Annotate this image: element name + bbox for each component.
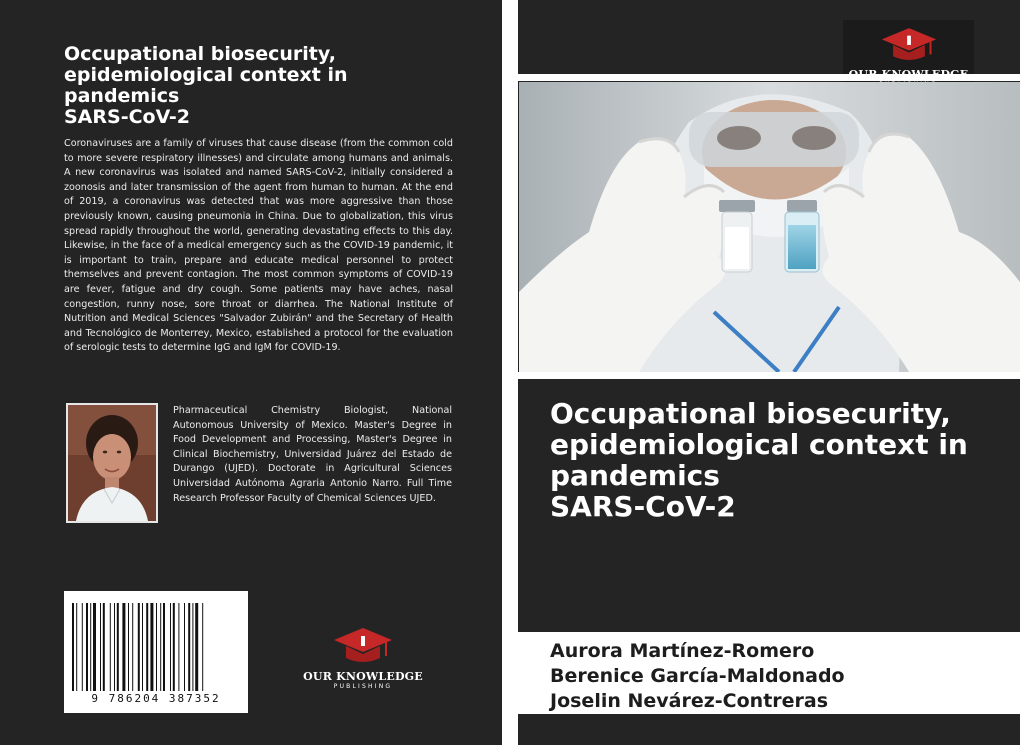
barcode-bar: [156, 603, 157, 691]
barcode-bar: [82, 603, 83, 691]
author-name: Aurora Martínez-Romero: [550, 640, 815, 662]
publisher-name: OUR KNOWLEDGE: [303, 670, 423, 683]
front-title-line: SARS-CoV-2: [550, 490, 736, 523]
barcode-bar: [170, 603, 171, 691]
barcode-bar: [103, 603, 105, 691]
barcode-bar: [173, 603, 175, 691]
barcode-bar: [188, 603, 190, 691]
isbn-digits: 9 786204 387352: [91, 692, 221, 705]
gloved-hands-holding-vials-icon: [519, 82, 1020, 372]
barcode-bar: [93, 603, 96, 691]
front-cover-title: [550, 398, 1010, 522]
barcode-icon: [72, 603, 240, 691]
barcode-bar: [163, 603, 165, 691]
publisher-logo-back: [300, 626, 426, 692]
barcode-bar: [90, 603, 91, 691]
barcode-bar: [100, 603, 101, 691]
back-title-line: pandemics: [64, 85, 180, 107]
barcode-bar: [138, 603, 140, 691]
publisher-tagline: PUBLISHING: [333, 683, 393, 690]
divider-strip: [518, 372, 1020, 379]
divider-strip: [518, 74, 1020, 81]
author-name: Joselin Nevárez-Contreras: [550, 690, 829, 712]
mortarboard-icon: [332, 626, 394, 666]
barcode-bar: [110, 603, 111, 691]
barcode-bar: [195, 603, 198, 691]
author-portrait: [66, 403, 158, 523]
barcode-bar: [178, 603, 179, 691]
mortarboard-icon: [880, 26, 938, 64]
front-title-line: epidemiological context in: [550, 428, 968, 461]
barcode-bar: [146, 603, 148, 691]
barcode-bar: [86, 603, 88, 691]
spine-gap: [502, 0, 518, 745]
author-name: Berenice García-Maldonado: [550, 665, 845, 687]
barcode-bar: [142, 603, 143, 691]
front-title-line: pandemics: [550, 459, 720, 492]
barcode-bar: [202, 603, 203, 691]
back-cover-title: [64, 44, 464, 128]
barcode-bar: [184, 603, 185, 691]
back-title-line: SARS-CoV-2: [64, 106, 191, 128]
back-title-line: epidemiological context in: [64, 64, 348, 86]
author-bio: Pharmaceutical Chemistry Biologist, National Autonomous University of Mexico. Master's Degree in Food Development and Processing, Master's Degree in Clinical Biochemistry, Universidad Juárez del Estado de Durango (UJED). Doctorate in Agricultural Sciences Universidad Autónoma Agraria Antonio Narro. Full Time Research Professor Faculty of Chemical Sciences UJED.: [173, 405, 452, 504]
front-title-line: Occupational biosecurity,: [550, 397, 951, 430]
barcode-bar: [122, 603, 125, 691]
back-cover-blurb: Coronaviruses are a family of viruses that cause disease (from the common cold to more severe respiratory illnesses) and circulate among humans and animals. A new coronavirus was isolated and named SARS-CoV-2, initially considered a zoonosis and later transmission of the agent from human to human. At the end of 2019, a coronavirus was detected that was more aggressive than those previously known, causing pneumonia in China. Due to globalization, this virus spread rapidly throughout the world, generating devastating effects to this day. Likewise, in the face of a medical emergency such as the COVID-19 pandemic, it is important to train, prepare and educate medical personnel to protect themselves and prevent contagion. The most common symptoms of COVID-19 are fever, fatigue and dry cough. Some patients may have aches, nasal congestion, runny nose, sore throat or diarrhea. The National Institute of Nutrition and Medical Sciences "Salvador Zubirán" and the Secretary of Health and Tecnológico de Monterrey, Mexico, established a protocol for the evaluation of serologic tests to determine IgG and IgM for COVID-19.: [64, 138, 453, 354]
barcode-bar: [132, 603, 133, 691]
barcode-bar: [76, 603, 77, 691]
barcode-bar: [114, 603, 115, 691]
cover-photo: [519, 82, 1020, 372]
isbn-barcode: [64, 591, 248, 713]
author-portrait-icon: [68, 405, 156, 521]
barcode-bar: [72, 603, 74, 691]
barcode-bar: [150, 603, 153, 691]
back-title-line: Occupational biosecurity,: [64, 43, 336, 65]
author-list: [550, 639, 990, 714]
barcode-bar: [117, 603, 119, 691]
barcode-bar: [192, 603, 193, 691]
barcode-bar: [128, 603, 129, 691]
barcode-bar: [160, 603, 161, 691]
